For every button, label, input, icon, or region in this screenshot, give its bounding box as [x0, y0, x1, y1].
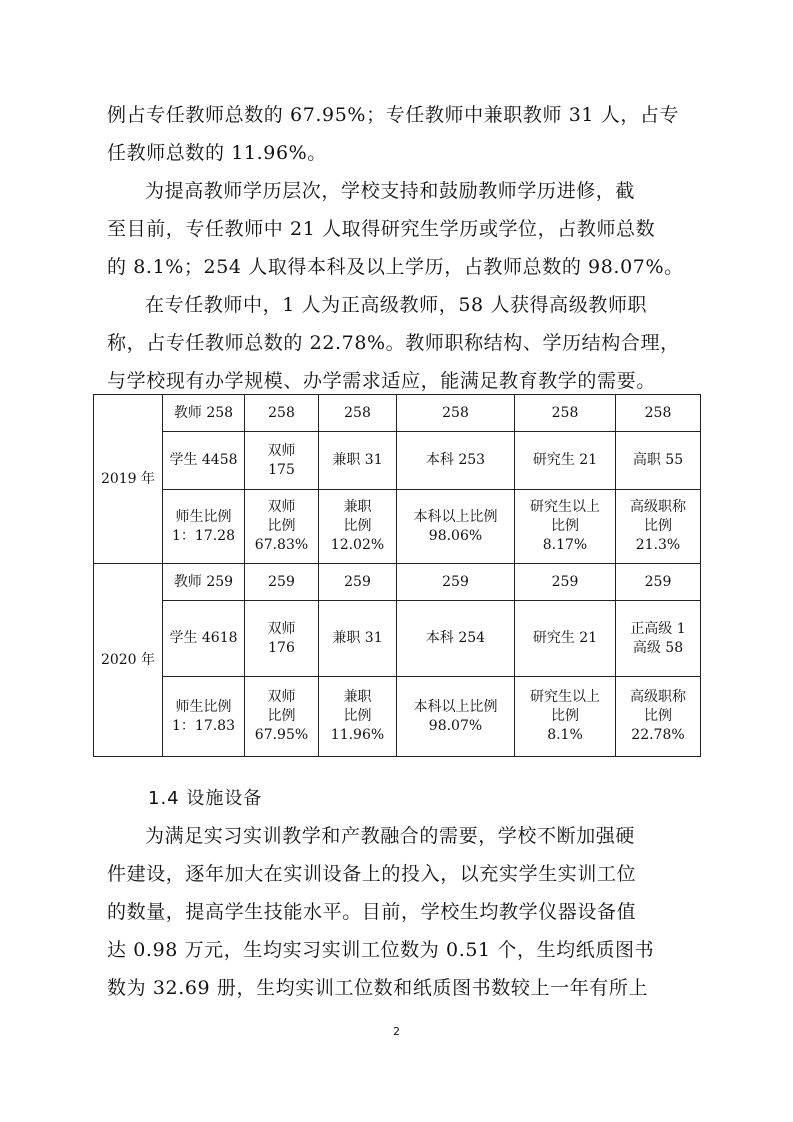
table-cell: 教师 258 — [163, 395, 245, 432]
table-cell: 258 — [616, 395, 701, 432]
cell-line: 本科 254 — [425, 630, 486, 646]
table-cell — [515, 677, 616, 757]
cell-line: 比例 — [551, 518, 579, 534]
table-cell: 教师 259 — [163, 564, 245, 601]
table-cell — [397, 432, 515, 490]
table-cell: 259 — [319, 564, 397, 601]
table-cell — [245, 677, 319, 757]
text-line: 达 0.98 万元，生均实习实训工位数为 0.51 个，生均纸质图书 — [107, 939, 655, 961]
table-cell — [245, 432, 319, 490]
table-cell — [397, 490, 515, 564]
cell-line: 双师 — [267, 689, 296, 705]
text-line: 为提高教师学历层次，学校支持和鼓励教师学历进修，截 — [145, 180, 636, 202]
cell-line: 兼职 — [343, 499, 372, 515]
table-cell — [163, 490, 245, 564]
paragraph-facilities — [107, 817, 689, 1007]
table-cell — [515, 432, 616, 490]
table-cell: 259 — [616, 564, 701, 601]
paragraph-teacher-ratio — [107, 96, 689, 172]
cell-line: 双师 — [267, 442, 296, 459]
table-cell — [616, 432, 701, 490]
cell-line: 175 — [268, 461, 295, 478]
table-row — [94, 395, 701, 432]
cell-line: 98.06% — [428, 527, 483, 544]
table-cell — [319, 677, 397, 757]
cell-line: 学生 4458 — [169, 452, 238, 468]
table-cell — [616, 490, 701, 564]
table-body — [94, 395, 701, 757]
table-row — [94, 601, 701, 677]
cell-line: 12.02% — [330, 537, 385, 553]
paragraph-professional-titles — [107, 286, 689, 400]
text-line: 件建设，逐年加大在实训设备上的投入，以充实学生实训工位 — [107, 863, 637, 885]
cell-line: 67.83% — [254, 537, 309, 553]
cell-line: 11.96% — [330, 727, 385, 743]
cell-line: 高级职称 — [630, 499, 686, 515]
page-number: 2 — [393, 1025, 400, 1038]
cell-line: 176 — [268, 639, 295, 656]
text-line: 与学校现有办学规模、办学需求适应，能满足教育教学的需要。 — [107, 370, 656, 392]
cell-line: 8.17% — [542, 537, 588, 553]
cell-line: 比例 — [644, 708, 672, 724]
table-cell: 258 — [515, 395, 616, 432]
table-cell — [515, 601, 616, 677]
text-line: 为满足实习实训教学和产教融合的需要，学校不断加强硬 — [145, 825, 636, 847]
cell-line: 比例 — [644, 518, 672, 534]
cell-line: 本科以上比例 — [413, 698, 498, 715]
table-cell: 258 — [397, 395, 515, 432]
text-line: 任教师总数的 11.96%。 — [107, 142, 327, 164]
cell-line: 正高级 1 — [630, 620, 686, 637]
text-line: 数为 32.69 册，生均实训工位数和纸质图书数较上一年有所上 — [107, 977, 649, 999]
cell-line: 22.78% — [631, 727, 685, 743]
teacher-statistics-table — [93, 394, 701, 757]
table-row — [94, 490, 701, 564]
cell-line: 21.3% — [635, 537, 681, 553]
table-cell — [163, 432, 245, 490]
table-cell — [319, 432, 397, 490]
table-cell — [245, 601, 319, 677]
table-cell: 259 — [245, 564, 319, 601]
text-line: 在专任教师中，1 人为正高级教师，58 人获得高级教师职 — [145, 294, 648, 316]
cell-line: 双师 — [267, 620, 296, 637]
table-cell — [616, 677, 701, 757]
year-cell: 2020 年 — [94, 564, 163, 757]
table-cell: 259 — [515, 564, 616, 601]
table-cell: 259 — [397, 564, 515, 601]
table-cell — [616, 601, 701, 677]
text-line: 称，占专任教师总数的 22.78%。教师职称结构、学历结构合理， — [107, 332, 680, 354]
table-cell: 258 — [245, 395, 319, 432]
cell-line: 比例 — [343, 708, 372, 724]
cell-line: 本科以上比例 — [413, 508, 498, 525]
cell-line: 8.1% — [547, 727, 583, 743]
cell-line: 本科 253 — [425, 452, 486, 468]
cell-line: 高职 55 — [632, 452, 684, 468]
section-heading: 1.4 设施设备 — [148, 788, 263, 809]
cell-line: 1：17.28 — [172, 527, 235, 544]
table-cell — [245, 490, 319, 564]
cell-line: 比例 — [267, 708, 296, 724]
cell-line: 67.95% — [254, 727, 309, 743]
table-row — [94, 564, 701, 601]
cell-line: 兼职 — [343, 689, 372, 705]
cell-line: 研究生 21 — [532, 630, 598, 646]
cell-line: 双师 — [267, 499, 296, 515]
cell-line: 比例 — [551, 708, 579, 724]
cell-line: 高级职称 — [630, 689, 686, 705]
table-cell — [515, 490, 616, 564]
table-cell — [397, 677, 515, 757]
cell-line: 1：17.83 — [172, 717, 235, 734]
cell-line: 比例 — [343, 518, 372, 534]
table-cell — [163, 601, 245, 677]
table-cell — [397, 601, 515, 677]
text-line: 至目前，专任教师中 21 人取得研究生学历或学位，占教师总数 — [107, 218, 656, 240]
cell-line: 兼职 31 — [332, 630, 383, 646]
cell-line: 比例 — [267, 518, 296, 534]
table-cell: 258 — [319, 395, 397, 432]
paragraph-education-level — [107, 172, 689, 286]
cell-line: 研究生以上 — [530, 499, 600, 515]
text-line: 例占专任教师总数的 67.95%；专任教师中兼职教师 31 人，占专 — [107, 104, 680, 126]
text-line: 的数量，提高学生技能水平。目前，学校生均教学仪器设备值 — [107, 901, 637, 923]
year-cell: 2019 年 — [94, 395, 163, 564]
table-row — [94, 432, 701, 490]
text-line: 的 8.1%；254 人取得本科及以上学历，占教师总数的 98.07%。 — [107, 256, 684, 278]
cell-line: 师生比例 — [175, 508, 232, 525]
table-cell — [163, 677, 245, 757]
table-cell — [319, 490, 397, 564]
cell-line: 师生比例 — [175, 698, 232, 715]
cell-line: 研究生 21 — [532, 452, 598, 468]
table-cell — [319, 601, 397, 677]
cell-line: 学生 4618 — [169, 630, 238, 646]
table-row — [94, 677, 701, 757]
cell-line: 兼职 31 — [332, 452, 383, 468]
cell-line: 98.07% — [428, 717, 483, 734]
cell-line: 研究生以上 — [530, 689, 600, 705]
cell-line: 高级 58 — [632, 639, 684, 656]
